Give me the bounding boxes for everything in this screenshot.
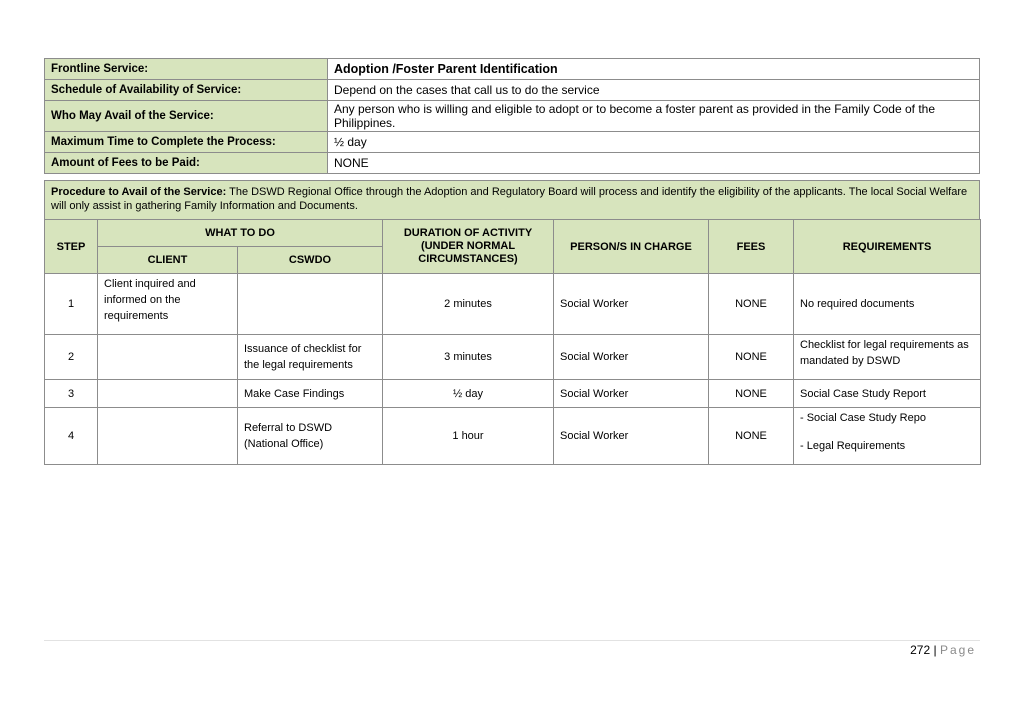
persons-header: PERSON/S IN CHARGE xyxy=(554,220,709,274)
frontline-value: Adoption /Foster Parent Identification xyxy=(328,59,980,80)
requirement-line: - Legal Requirements xyxy=(800,440,906,452)
duration-cell: 2 minutes xyxy=(383,274,554,335)
steps-table xyxy=(44,219,981,465)
client-cell: Client inquired and informed on the requirements xyxy=(98,274,238,335)
client-cell xyxy=(98,408,238,465)
who-label: Who May Avail of the Service: xyxy=(45,101,328,132)
requirement-line: - Social Case Study Repo xyxy=(800,412,926,424)
fees-cell: NONE xyxy=(709,274,794,335)
requirement-line: No required documents xyxy=(800,298,915,310)
cswdo-header: CSWDO xyxy=(238,247,383,274)
schedule-value: Depend on the cases that call us to do the service xyxy=(328,80,980,101)
frontline-row xyxy=(45,59,980,80)
fees-cell: NONE xyxy=(709,408,794,465)
fees-header: FEES xyxy=(709,220,794,274)
client-cell xyxy=(98,380,238,408)
step-cell: 2 xyxy=(45,335,98,380)
what-to-do-header: WHAT TO DO xyxy=(98,220,383,247)
procedure-box xyxy=(44,180,980,219)
page-word: Page xyxy=(939,643,976,657)
schedule-row xyxy=(45,80,980,101)
table-row xyxy=(45,274,981,335)
requirement-line: Social Case Study Report xyxy=(800,387,926,400)
duration-cell: ½ day xyxy=(383,380,554,408)
person-cell: Social Worker xyxy=(554,335,709,380)
step-cell: 1 xyxy=(45,274,98,335)
cswdo-cell: Issuance of checklist for the legal requirements xyxy=(238,335,383,380)
duration-cell: 1 hour xyxy=(383,408,554,465)
max-time-label: Maximum Time to Complete the Process: xyxy=(45,132,328,153)
duration-header: DURATION OF ACTIVITY (UNDER NORMAL CIRCUMSTANCES) xyxy=(383,220,554,274)
max-time-row xyxy=(45,132,980,153)
fees-value: NONE xyxy=(328,153,980,174)
client-cell xyxy=(98,335,238,380)
requirements-header: REQUIREMENTS xyxy=(794,220,981,274)
table-row xyxy=(45,335,981,380)
frontline-label: Frontline Service: xyxy=(45,59,328,80)
step-header: STEP xyxy=(45,220,98,274)
schedule-label: Schedule of Availability of Service: xyxy=(45,80,328,101)
requirements-cell xyxy=(794,335,981,380)
procedure-label: Procedure to Avail of the Service: xyxy=(51,186,227,198)
person-cell: Social Worker xyxy=(554,274,709,335)
fees-label: Amount of Fees to be Paid: xyxy=(45,153,328,174)
page-number-value: 272 xyxy=(910,643,931,657)
duration-cell: 3 minutes xyxy=(383,335,554,380)
step-cell: 3 xyxy=(45,380,98,408)
cswdo-cell xyxy=(238,274,383,335)
who-value: Any person who is willing and eligible to adopt or to become a foster parent as provided in the Family Code of the Philippines. xyxy=(328,101,980,132)
requirement-line: Checklist for legal requirements as mandated by DSWD xyxy=(800,339,969,367)
fees-row xyxy=(45,153,980,174)
person-cell: Social Worker xyxy=(554,380,709,408)
footer-divider xyxy=(44,640,980,641)
step-cell: 4 xyxy=(45,408,98,465)
requirements-cell xyxy=(794,380,981,408)
procedure-text: The DSWD Regional Office through the Adoption and Regulatory Board will process and identify the eligibility of the applicants. The local Social Welfare will only assist in gathering Family Information and Documents. xyxy=(51,186,968,212)
cswdo-cell: Referral to DSWD (National Office) xyxy=(238,408,383,465)
page-separator: | xyxy=(933,643,937,657)
table-row xyxy=(45,380,981,408)
cswdo-cell: Make Case Findings xyxy=(238,380,383,408)
table-row xyxy=(45,408,981,465)
fees-cell: NONE xyxy=(709,335,794,380)
header-row-1 xyxy=(45,220,981,247)
service-info-table xyxy=(44,58,980,174)
who-row xyxy=(45,101,980,132)
requirements-cell xyxy=(794,274,981,335)
person-cell: Social Worker xyxy=(554,408,709,465)
page-number xyxy=(910,643,976,657)
client-header: CLIENT xyxy=(98,247,238,274)
max-time-value: ½ day xyxy=(328,132,980,153)
fees-cell: NONE xyxy=(709,380,794,408)
requirements-cell xyxy=(794,408,981,465)
